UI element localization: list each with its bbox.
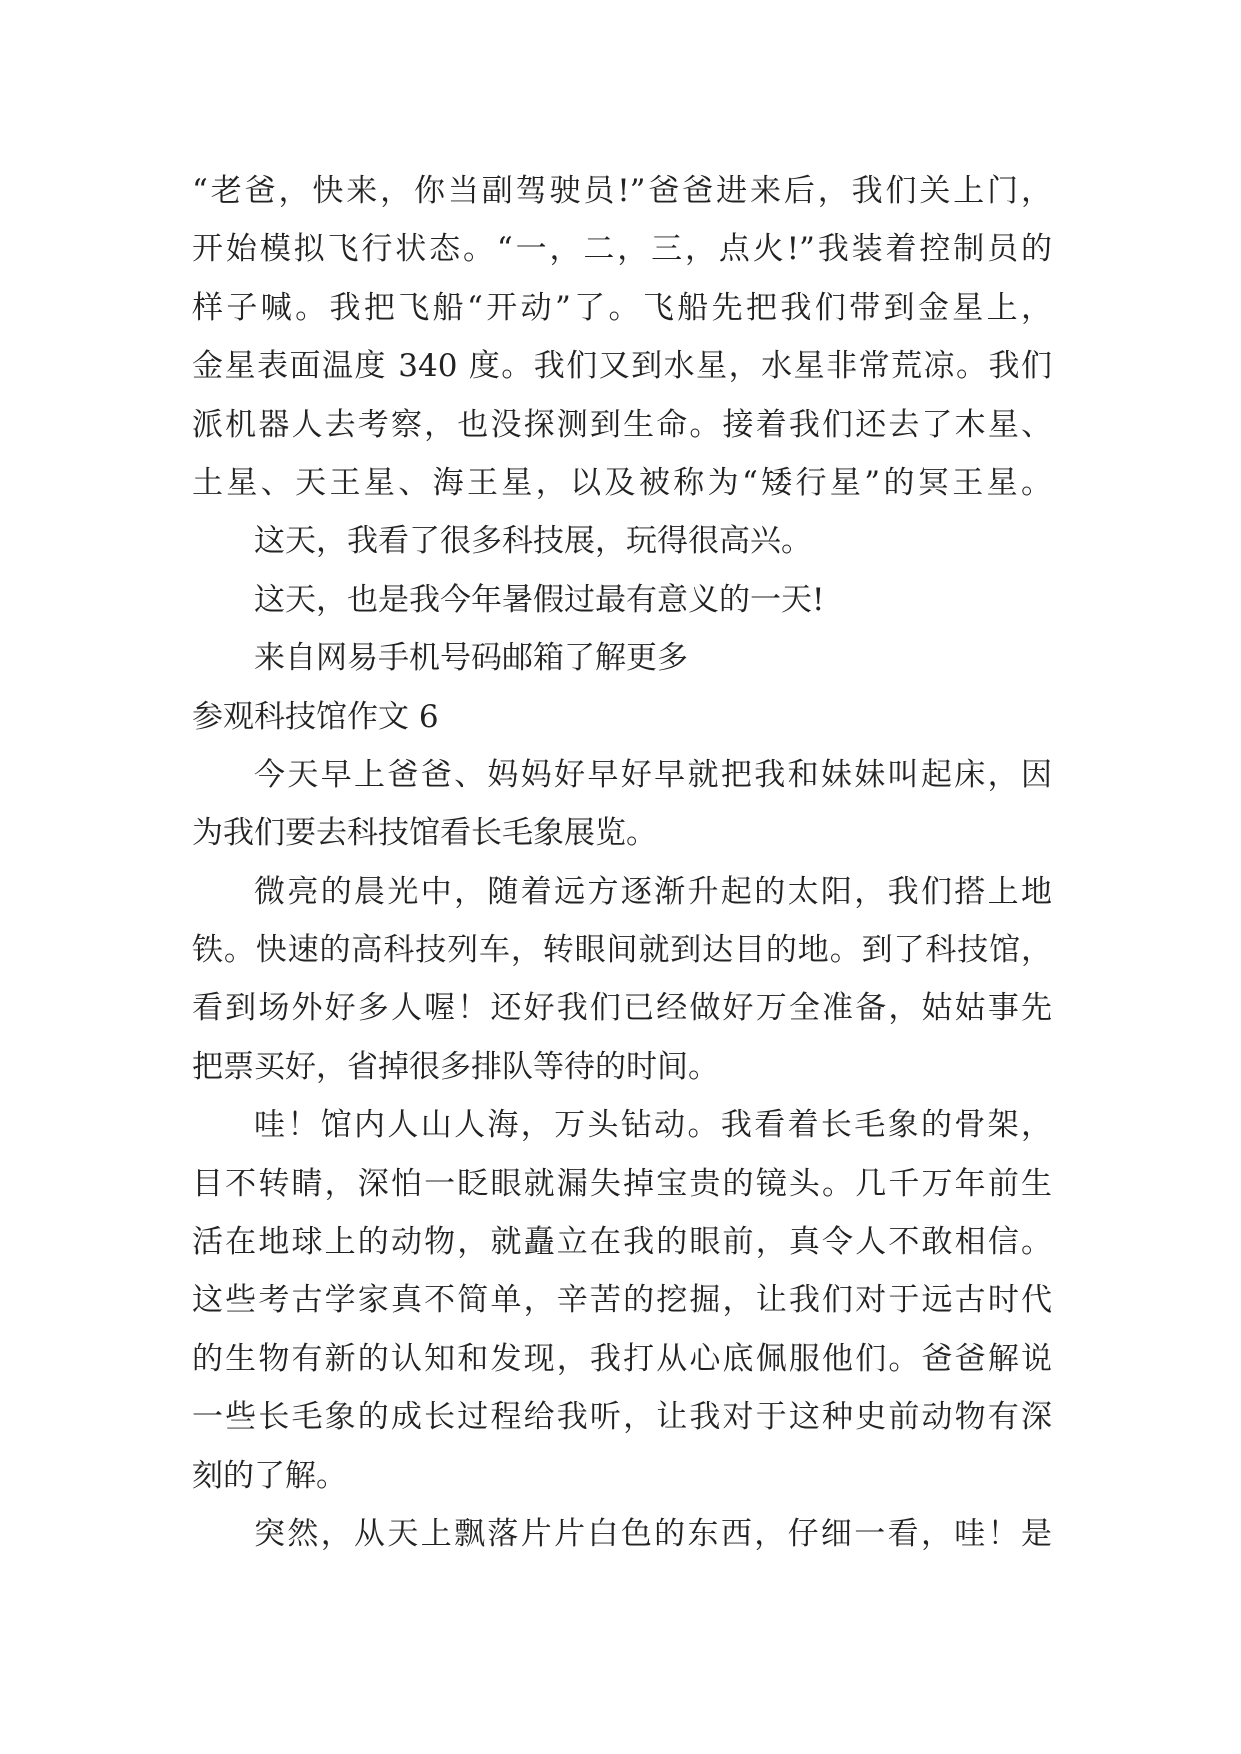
text-line: 把票买好，省掉很多排队等待的时间。 [192, 1048, 719, 1085]
text-line: 这天，我看了很多科技展，玩得很高兴。 [254, 523, 812, 560]
text-line: 的生物有新的认知和发现，我打从心底佩服他们。爸爸解说 [192, 1340, 1052, 1377]
text-line: 微亮的晨光中，随着远方逐渐升起的太阳，我们搭上地 [254, 873, 1052, 910]
text-line: “老爸，快来，你当副驾驶员!”爸爸进来后，我们关上门， [192, 173, 1052, 209]
text-line: 突然，从天上飘落片片白色的东西，仔细一看，哇！是 [254, 1515, 1052, 1552]
section-heading: 参观科技馆作文 6 [192, 698, 439, 735]
text-line: 开始模拟飞行状态。“一，二，三，点火!”我装着控制员的 [192, 231, 1052, 268]
text-line: 哇！馆内人山人海，万头钻动。我看着长毛象的骨架， [254, 1107, 1052, 1144]
text-line: 活在地球上的动物，就矗立在我的眼前，真令人不敢相信。 [192, 1224, 1052, 1261]
text-line: 一些长毛象的成长过程给我听，让我对于这种史前动物有深 [192, 1399, 1052, 1436]
text-line: 今天早上爸爸、妈妈好早好早就把我和妹妹叫起床，因 [254, 756, 1052, 793]
text-line: 土星、天王星、海王星，以及被称为“矮行星”的冥王星。 [192, 464, 1052, 501]
text-line: 派机器人去考察，也没探测到生命。接着我们还去了木星、 [192, 406, 1052, 443]
text-line: 来自网易手机号码邮箱了解更多 [254, 640, 688, 677]
text-line: 看到场外好多人喔！还好我们已经做好万全准备，姑姑事先 [192, 990, 1052, 1027]
text-line: 这些考古学家真不简单，辛苦的挖掘，让我们对于远古时代 [192, 1282, 1052, 1319]
text-line: 目不转睛，深怕一眨眼就漏失掉宝贵的镜头。几千万年前生 [192, 1165, 1052, 1202]
text-line: 这天，也是我今年暑假过最有意义的一天! [254, 581, 825, 618]
document-body [192, 162, 1052, 1563]
text-line: 铁。快速的高科技列车，转眼间就到达目的地。到了科技馆， [192, 932, 1052, 969]
text-line: 刻的了解。 [192, 1457, 347, 1494]
text-line: 样子喊。我把飞船“开动”了。飞船先把我们带到金星上， [192, 289, 1052, 326]
text-line: 为我们要去科技馆看长毛象展览。 [192, 815, 657, 852]
text-line: 金星表面温度 340 度。我们又到水星，水星非常荒凉。我们 [192, 348, 1052, 385]
